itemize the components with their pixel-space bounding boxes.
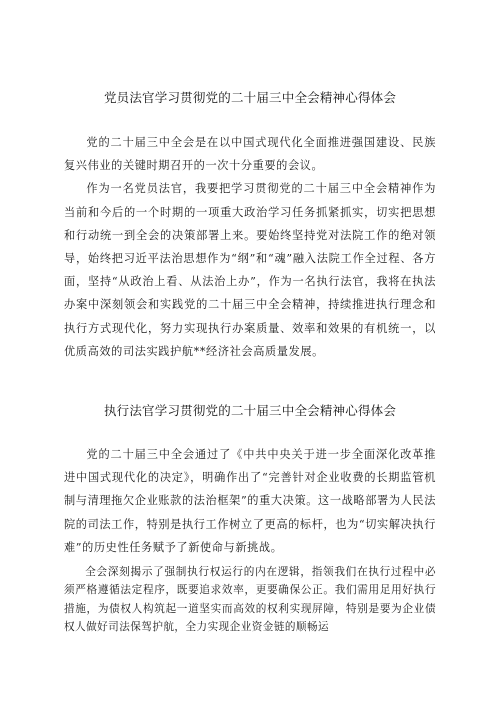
article-paragraph: 全会深刻揭示了强制执行权运行的内在逻辑，指领我们在执行过程中必须严格遵循法定程序，既要追求效率，更要确保公正。我们需用足用好执行措施，为债权人构筑起一道坚实而高效的权利实现屏障，特别是要为企业债权人做好司法保驾护航，全力实现企业资金链的顺畅运 — [64, 566, 436, 634]
article-paragraph: 党的二十届三中全会是在以中国式现代化全面推进强国建设、民族复兴伟业的关键时期召开的一次十分重要的会议。 — [64, 136, 436, 173]
article-title: 党员法官学习贯彻党的二十届三中全会精神心得体会 — [103, 90, 397, 105]
article-paragraph: 党的二十届三中全会通过了《中共中央关于进一步全面深化改革推进中国式现代化的决定》，明确作出了“完善针对企业收费的长期监管机制与清理拖欠企业账款的法治框架”的重大决策。这一战略部署为人民法院的司法工作，特别是执行工作树立了更高的标杆，也为“切实解决执行难”的历史性任务赋予了新使命与新挑战。 — [64, 448, 436, 554]
article-title: 执行法官学习贯彻党的二十届三中全会精神心得体会 — [103, 403, 397, 419]
article-paragraph: 作为一名党员法官，我要把学习贯彻党的二十届三中全会精神作为当前和今后的一个时期的一项重大政治学习任务抓紧抓实，切实把思想和行动统一到全会的决策部署上来。要始终坚持党对法院工作的绝对领导，始终把习近平法治思想作为“纲”和“魂”融入法院工作全过程、各方面，坚持“从政治上看、从法治上办”，作为一名执行法官，我将在执法办案中深刻领会和实践党的二十届三中全会精神，持续推进执行理念和执行方式现代化，努力实现执行办案质量、效率和效果的有机统一，以优质高效的司法实践护航**经济社会高质量发展。 — [64, 182, 436, 358]
